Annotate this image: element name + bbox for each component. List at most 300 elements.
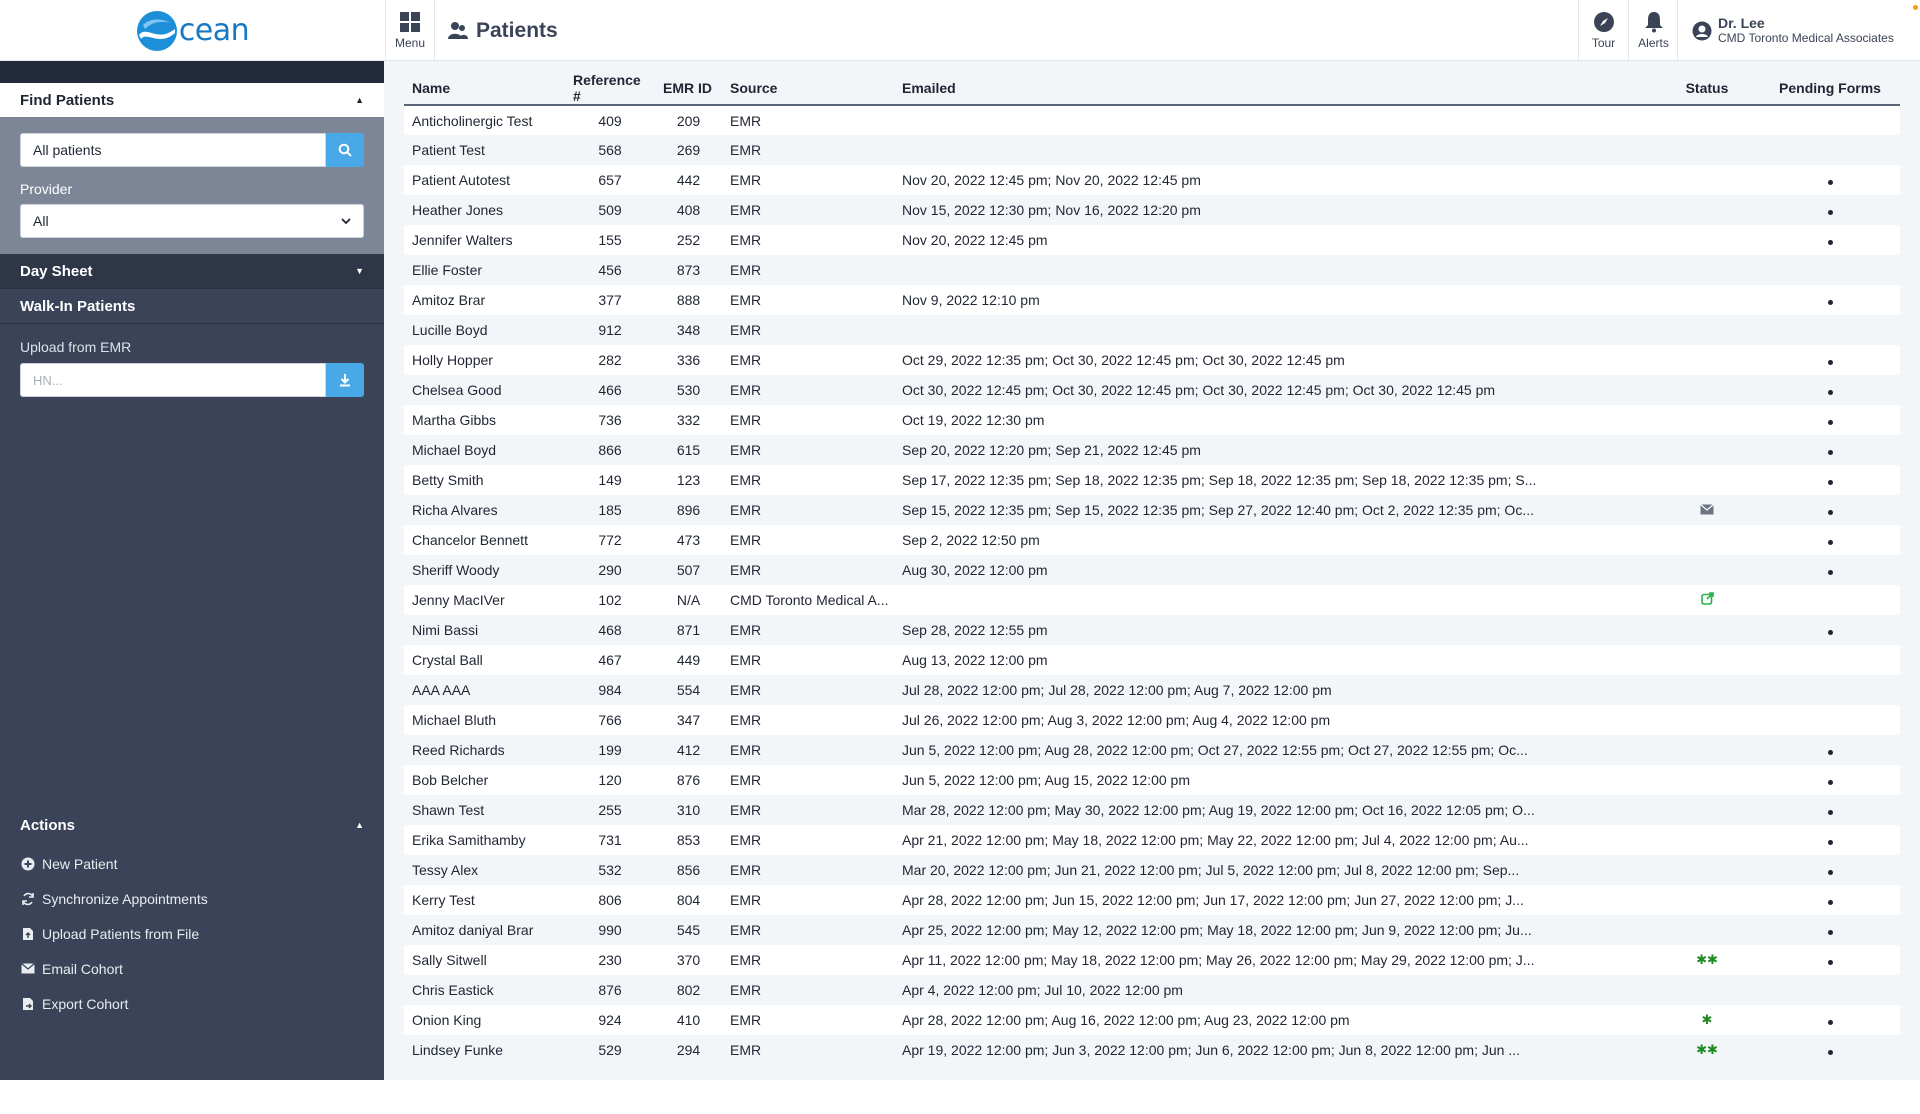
main-content [384,61,1920,1080]
search-input[interactable] [20,133,326,167]
cell-emr-id: 896 [655,495,722,525]
cell-emr-id: 252 [655,225,722,255]
cell-source: EMR [722,285,894,315]
cell-source: EMR [722,915,894,945]
menu-button[interactable] [385,0,435,61]
cell-name: Nimi Bassi [404,615,565,645]
cell-reference: 456 [565,255,655,285]
cell-emr-id: 853 [655,825,722,855]
pending-dot-icon [1828,930,1833,935]
cell-source: EMR [722,1005,894,1035]
pending-dot-icon [1828,810,1833,815]
pending-dot-icon [1828,300,1833,305]
cell-reference: 102 [565,585,655,615]
cell-source: EMR [722,375,894,405]
cell-status [1654,525,1760,555]
cell-status [1654,555,1760,585]
table-row[interactable] [404,945,1900,975]
logo-text: cean [178,13,250,48]
search-button[interactable] [326,133,364,167]
column-header-name[interactable]: Name [404,71,565,105]
cell-emailed: Nov 9, 2022 12:10 pm [894,285,1654,315]
cell-reference: 568 [565,135,655,165]
cell-source: EMR [722,105,894,135]
cell-status [1654,705,1760,735]
table-row[interactable] [404,555,1900,585]
cell-source: EMR [722,825,894,855]
walk-in-title: Walk-In Patients [20,297,136,315]
cell-emailed: Jun 5, 2022 12:00 pm; Aug 15, 2022 12:00 pm [894,765,1654,795]
cell-emr-id: 370 [655,945,722,975]
cell-source: EMR [722,315,894,345]
cell-pending-forms [1760,135,1900,165]
cell-emr-id: 209 [655,105,722,135]
cell-source: EMR [722,795,894,825]
cell-emailed: Mar 20, 2022 12:00 pm; Jun 21, 2022 12:00 pm; Jul 5, 2022 12:00 pm; Jul 8, 2022 12:00 pm; Sep... [894,855,1654,885]
cell-emr-id: 873 [655,255,722,285]
cell-reference: 766 [565,705,655,735]
cell-emailed: Oct 30, 2022 12:45 pm; Oct 30, 2022 12:45 pm; Oct 30, 2022 12:45 pm; Oct 30, 2022 12:45 pm [894,375,1654,405]
cell-status [1654,1005,1760,1035]
find-patients-panel [0,117,384,254]
cell-reference: 290 [565,555,655,585]
cell-name: Michael Bluth [404,705,565,735]
table-row[interactable] [404,135,1900,165]
cell-source: EMR [722,465,894,495]
find-patients-title: Find Patients [20,91,115,109]
cell-emr-id: 410 [655,1005,722,1035]
table-row[interactable] [404,525,1900,555]
table-row[interactable] [404,825,1900,855]
table-row[interactable] [404,675,1900,705]
cell-emailed [894,105,1654,135]
cell-source: EMR [722,165,894,195]
cell-pending-forms [1760,225,1900,255]
cell-status [1654,825,1760,855]
cell-emailed: Jun 5, 2022 12:00 pm; Aug 28, 2022 12:00 pm; Oct 27, 2022 12:55 pm; Oct 27, 2022 12:55 pm; Oc... [894,735,1654,765]
cell-emr-id: 554 [655,675,722,705]
pending-dot-icon [1828,780,1833,785]
cell-emailed: Sep 2, 2022 12:50 pm [894,525,1654,555]
cell-emr-id: 269 [655,135,722,165]
pending-dot-icon [1828,240,1833,245]
day-sheet-header[interactable] [0,254,384,289]
cell-pending-forms [1760,195,1900,225]
email-cohort-action[interactable] [20,951,360,986]
cell-reference: 230 [565,945,655,975]
cell-source: EMR [722,645,894,675]
cell-name: Crystal Ball [404,645,565,675]
cell-emailed: Jul 28, 2022 12:00 pm; Jul 28, 2022 12:00 pm; Aug 7, 2022 12:00 pm [894,675,1654,705]
cell-emailed: Apr 11, 2022 12:00 pm; May 18, 2022 12:00 pm; May 26, 2022 12:00 pm; May 29, 2022 12:00 pm; J... [894,945,1654,975]
pending-dot-icon [1828,180,1833,185]
cell-emailed: Nov 15, 2022 12:30 pm; Nov 16, 2022 12:20 pm [894,195,1654,225]
cell-source: EMR [722,765,894,795]
cell-name: Patient Test [404,135,565,165]
cell-source: EMR [722,855,894,885]
cell-emailed: Nov 20, 2022 12:45 pm; Nov 20, 2022 12:45 pm [894,165,1654,195]
cell-status [1654,645,1760,675]
cell-emailed [894,255,1654,285]
cell-reference: 990 [565,915,655,945]
cell-source: EMR [722,225,894,255]
column-header-pending-forms[interactable]: Pending Forms [1760,71,1900,105]
cell-name: Lindsey Funke [404,1035,565,1065]
cell-emailed: Apr 4, 2022 12:00 pm; Jul 10, 2022 12:00 pm [894,975,1654,1005]
cell-source: EMR [722,735,894,765]
cell-reference: 409 [565,105,655,135]
cell-pending-forms [1760,885,1900,915]
cell-source: EMR [722,195,894,225]
table-row[interactable] [404,975,1900,1005]
table-row[interactable] [404,1035,1900,1065]
cell-emailed: Apr 19, 2022 12:00 pm; Jun 3, 2022 12:00 pm; Jun 6, 2022 12:00 pm; Jun 8, 2022 12:00 pm; Jun ... [894,1035,1654,1065]
sync-appointments-action[interactable] [20,881,360,916]
cell-emailed [894,135,1654,165]
table-row[interactable] [404,405,1900,435]
table-row[interactable] [404,615,1900,645]
status-asterisk-icon: ✱✱ [1696,952,1718,967]
table-row[interactable] [404,915,1900,945]
table-row[interactable] [404,285,1900,315]
cell-name: Chris Eastick [404,975,565,1005]
cell-emr-id: 336 [655,345,722,375]
upload-button[interactable] [326,363,364,397]
cell-emailed: Mar 28, 2022 12:00 pm; May 30, 2022 12:00 pm; Aug 19, 2022 12:00 pm; Oct 16, 2022 12:05 pm; O... [894,795,1654,825]
column-header-source[interactable]: Source [722,71,894,105]
cell-source: EMR [722,525,894,555]
plus-circle-icon [20,856,36,872]
table-row[interactable] [404,165,1900,195]
cell-emr-id: 310 [655,795,722,825]
cell-status [1654,585,1760,615]
cell-reference: 876 [565,975,655,1005]
export-icon [20,996,36,1012]
cell-emr-id: 123 [655,465,722,495]
cell-emailed: Sep 15, 2022 12:35 pm; Sep 15, 2022 12:35 pm; Sep 27, 2022 12:40 pm; Oct 2, 2022 12:35 pm; Oc... [894,495,1654,525]
table-row[interactable] [404,105,1900,135]
cell-pending-forms [1760,615,1900,645]
cell-reference: 466 [565,375,655,405]
pending-dot-icon [1828,870,1833,875]
cell-pending-forms [1760,435,1900,465]
cell-pending-forms [1760,555,1900,585]
tour-button[interactable] [1578,0,1628,61]
hn-input[interactable] [20,363,326,397]
table-row[interactable] [404,195,1900,225]
cell-status [1654,765,1760,795]
pending-dot-icon [1828,1020,1833,1025]
cell-reference: 282 [565,345,655,375]
cell-reference: 772 [565,525,655,555]
table-body [404,105,1900,1065]
cell-source: EMR [722,255,894,285]
cell-emailed: Oct 19, 2022 12:30 pm [894,405,1654,435]
sidebar [0,61,384,1114]
cell-status [1654,885,1760,915]
cell-name: Chelsea Good [404,375,565,405]
table-row[interactable] [404,705,1900,735]
cell-source: EMR [722,945,894,975]
walk-in-patients-link[interactable] [0,289,384,324]
cell-source: EMR [722,615,894,645]
table-row[interactable] [404,795,1900,825]
cell-name: Betty Smith [404,465,565,495]
cell-status [1654,225,1760,255]
action-label: Export Cohort [42,995,129,1012]
compass-icon [1593,11,1615,33]
cell-name: Heather Jones [404,195,565,225]
cell-name: Holly Hopper [404,345,565,375]
cell-pending-forms [1760,495,1900,525]
cell-emailed: Apr 25, 2022 12:00 pm; May 12, 2022 12:00 pm; May 18, 2022 12:00 pm; Jun 9, 2022 12:00 pm; Ju... [894,915,1654,945]
cell-pending-forms [1760,735,1900,765]
cell-name: Kerry Test [404,885,565,915]
caret-up-icon: ▲ [355,820,364,830]
envelope-icon [1700,504,1714,515]
cell-emailed: Nov 20, 2022 12:45 pm [894,225,1654,255]
cell-reference: 924 [565,1005,655,1035]
cell-status [1654,945,1760,975]
cell-reference: 120 [565,765,655,795]
cell-name: Reed Richards [404,735,565,765]
pending-dot-icon [1828,900,1833,905]
cell-reference: 912 [565,315,655,345]
pending-dot-icon [1828,540,1833,545]
user-menu[interactable] [1677,0,1920,61]
pending-dot-icon [1828,480,1833,485]
support-link[interactable]: Support [20,1097,78,1114]
table-row[interactable] [404,885,1900,915]
upload-patients-action[interactable] [20,916,360,951]
pending-dot-icon [1828,510,1833,515]
table-row[interactable] [404,225,1900,255]
cell-source: EMR [722,555,894,585]
cell-emr-id: 804 [655,885,722,915]
cell-name: Onion King [404,1005,565,1035]
cell-reference: 657 [565,165,655,195]
cell-name: Jenny MacIVer [404,585,565,615]
provider-select[interactable] [20,204,364,238]
cell-pending-forms [1760,465,1900,495]
cell-emailed: Sep 28, 2022 12:55 pm [894,615,1654,645]
cell-reference: 377 [565,285,655,315]
cell-status [1654,615,1760,645]
pending-dot-icon [1828,840,1833,845]
sync-icon [20,891,36,907]
table-row[interactable] [404,735,1900,765]
cell-source: EMR [722,975,894,1005]
search-icon [338,143,352,157]
table-row[interactable] [404,435,1900,465]
external-link-icon [1701,592,1714,605]
cell-pending-forms [1760,855,1900,885]
table-row[interactable] [404,855,1900,885]
cell-reference: 468 [565,615,655,645]
cell-name: Anticholinergic Test [404,105,565,135]
notification-dot [1913,5,1918,10]
page-title [448,0,558,61]
user-org: CMD Toronto Medical Associates [1718,31,1894,45]
cell-pending-forms [1760,525,1900,555]
cell-emr-id: 408 [655,195,722,225]
cell-status [1654,315,1760,345]
cell-source: EMR [722,495,894,525]
cell-name: Bob Belcher [404,765,565,795]
cell-pending-forms [1760,795,1900,825]
cell-emailed: Apr 28, 2022 12:00 pm; Jun 15, 2022 12:00 pm; Jun 17, 2022 12:00 pm; Jun 27, 2022 12:00 pm; J... [894,885,1654,915]
cell-source: CMD Toronto Medical A... [722,585,894,615]
cell-emr-id: 888 [655,285,722,315]
pending-dot-icon [1828,450,1833,455]
cell-pending-forms [1760,105,1900,135]
table-row[interactable] [404,645,1900,675]
pending-dot-icon [1828,1050,1833,1055]
table-row[interactable] [404,585,1900,615]
cell-status [1654,465,1760,495]
cell-name: Tessy Alex [404,855,565,885]
cell-name: Richa Alvares [404,495,565,525]
cell-emr-id: 294 [655,1035,722,1065]
pending-dot-icon [1828,750,1833,755]
export-cohort-action[interactable] [20,986,360,1021]
action-label: Upload Patients from File [42,925,200,942]
cell-name: Lucille Boyd [404,315,565,345]
cell-emr-id: 876 [655,765,722,795]
cell-name: Amitoz daniyal Brar [404,915,565,945]
grid-icon [399,11,421,33]
cell-status [1654,195,1760,225]
table-row[interactable] [404,495,1900,525]
logo[interactable] [0,0,384,61]
alerts-button[interactable] [1628,0,1678,61]
caret-up-icon: ▲ [355,95,364,105]
top-bar [0,0,1920,61]
actions-title: Actions [20,816,76,834]
cell-emr-id: 473 [655,525,722,555]
cell-name: AAA AAA [404,675,565,705]
cell-emr-id: 449 [655,645,722,675]
upload-row [20,363,364,397]
cell-emailed: Oct 29, 2022 12:35 pm; Oct 30, 2022 12:45 pm; Oct 30, 2022 12:45 pm [894,345,1654,375]
table-row[interactable] [404,315,1900,345]
cell-name: Sally Sitwell [404,945,565,975]
chevron-down-icon [341,218,351,225]
action-label: Synchronize Appointments [42,890,208,907]
ocean-logo-icon [135,9,179,53]
cell-emr-id: 348 [655,315,722,345]
page-title-text: Patients [476,18,558,42]
cell-emr-id: 442 [655,165,722,195]
cell-status [1654,495,1760,525]
cell-emr-id: 545 [655,915,722,945]
table-row[interactable] [404,1005,1900,1035]
cell-name: Shawn Test [404,795,565,825]
cell-reference: 467 [565,645,655,675]
tour-label: Tour [1591,36,1616,50]
user-avatar-icon [1692,21,1712,41]
cell-pending-forms [1760,315,1900,345]
cell-reference: 255 [565,795,655,825]
cell-reference: 806 [565,885,655,915]
action-label: New Patient [42,855,118,872]
cell-name: Sheriff Woody [404,555,565,585]
cell-status [1654,105,1760,135]
column-header-emailed[interactable]: Emailed [894,71,1654,105]
pending-dot-icon [1828,630,1833,635]
cell-status [1654,405,1760,435]
cell-emr-id: 615 [655,435,722,465]
file-upload-icon [20,926,36,942]
cell-reference: 866 [565,435,655,465]
find-patients-header[interactable] [0,83,384,117]
cell-pending-forms [1760,1035,1900,1065]
cell-pending-forms [1760,165,1900,195]
cell-emr-id: 412 [655,735,722,765]
cell-status [1654,375,1760,405]
pending-dot-icon [1828,390,1833,395]
cell-name: Patient Autotest [404,165,565,195]
cell-status [1654,135,1760,165]
column-header-emr-id[interactable]: EMR ID [655,71,722,105]
cell-status [1654,255,1760,285]
cell-source: EMR [722,675,894,705]
cell-name: Erika Samithamby [404,825,565,855]
download-icon [339,373,351,387]
cell-emr-id: 347 [655,705,722,735]
envelope-icon [20,961,36,977]
column-header-status[interactable]: Status [1654,71,1760,105]
table-row[interactable] [404,465,1900,495]
cell-pending-forms [1760,915,1900,945]
cell-reference: 199 [565,735,655,765]
upload-emr-label: Upload from EMR [20,339,132,355]
status-asterisk-icon: ✱✱ [1696,1042,1718,1057]
table-row[interactable] [404,345,1900,375]
new-patient-action[interactable] [20,846,360,881]
cell-name: Martha Gibbs [404,405,565,435]
cell-source: EMR [722,135,894,165]
menu-label: Menu [394,36,426,50]
cell-emr-id: 507 [655,555,722,585]
patients-table [404,71,1900,1065]
cell-source: EMR [722,705,894,735]
cell-pending-forms [1760,1005,1900,1035]
cell-reference: 155 [565,225,655,255]
cell-status [1654,795,1760,825]
pending-dot-icon [1828,960,1833,965]
cell-reference: 736 [565,405,655,435]
cell-pending-forms [1760,375,1900,405]
cell-reference: 185 [565,495,655,525]
actions-list [20,846,360,1021]
cell-emailed: Apr 21, 2022 12:00 pm; May 18, 2022 12:00 pm; May 22, 2022 12:00 pm; Jul 4, 2022 12:00 pm; Au... [894,825,1654,855]
cell-status [1654,165,1760,195]
cell-reference: 529 [565,1035,655,1065]
column-header-reference[interactable]: Reference # [565,71,655,105]
caret-down-icon: ▼ [355,266,364,276]
cell-pending-forms [1760,285,1900,315]
table-row[interactable] [404,375,1900,405]
cell-pending-forms [1760,645,1900,675]
cell-emailed: Jul 26, 2022 12:00 pm; Aug 3, 2022 12:00 pm; Aug 4, 2022 12:00 pm [894,705,1654,735]
actions-header[interactable] [0,808,384,842]
cell-emailed: Aug 30, 2022 12:00 pm [894,555,1654,585]
table-row[interactable] [404,255,1900,285]
cell-emr-id: 871 [655,615,722,645]
table-row[interactable] [404,765,1900,795]
cell-emailed: Sep 17, 2022 12:35 pm; Sep 18, 2022 12:35 pm; Sep 18, 2022 12:35 pm; Sep 18, 2022 12:35 pm; S... [894,465,1654,495]
